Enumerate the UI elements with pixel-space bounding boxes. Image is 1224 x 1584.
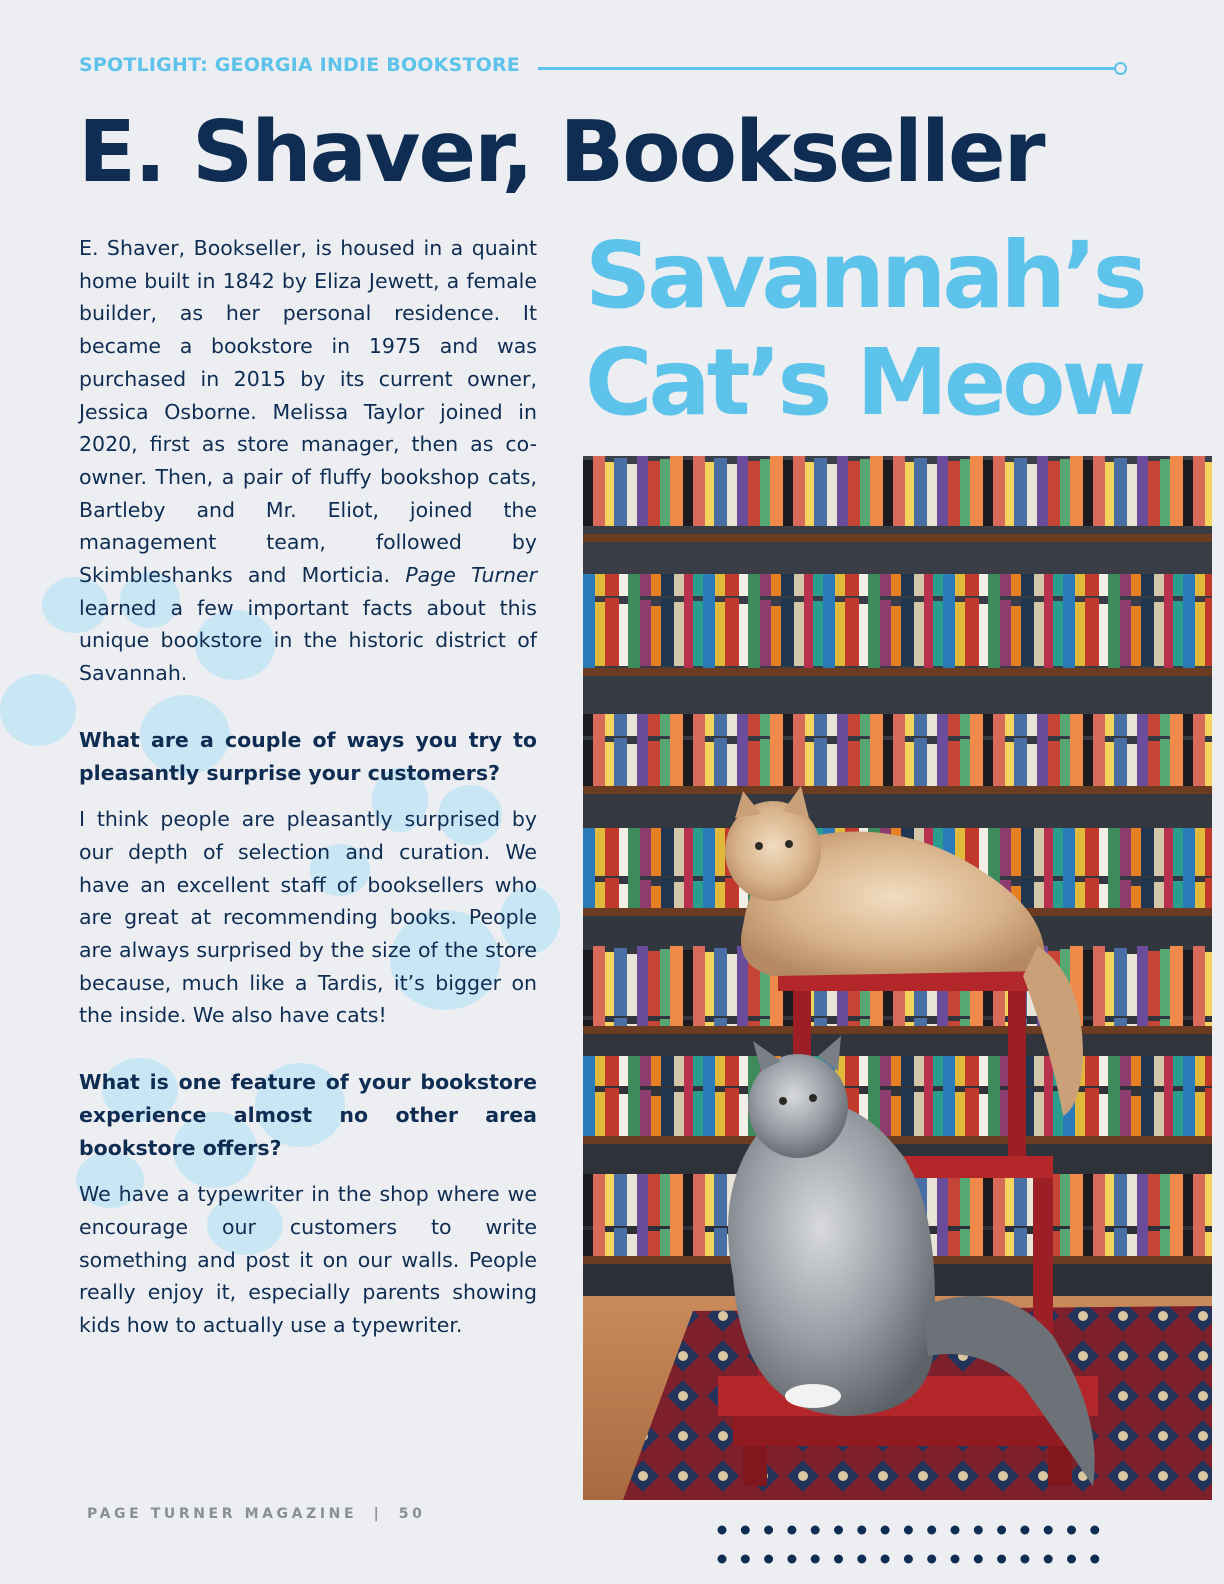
page-number: 50 <box>398 1506 426 1522</box>
decorative-dot <box>997 1526 1006 1535</box>
decorative-dot <box>974 1555 983 1564</box>
decorative-dot <box>811 1555 820 1564</box>
decorative-dot <box>1044 1526 1053 1535</box>
question-2: What is one feature of your bookstore experience almost no other area bookstore offers? <box>79 1070 537 1160</box>
decorative-dot <box>927 1555 936 1564</box>
decorative-dot <box>741 1526 750 1535</box>
decorative-dot <box>881 1555 890 1564</box>
decorative-dot <box>904 1526 913 1535</box>
decorative-dot <box>811 1526 820 1535</box>
decorative-dot <box>764 1555 773 1564</box>
footer-separator: | <box>373 1506 383 1522</box>
decorative-dot <box>718 1526 727 1535</box>
kicker-rule-end-dot <box>1114 62 1127 75</box>
decorative-dot <box>1090 1555 1099 1564</box>
decorative-dot <box>834 1526 843 1535</box>
answer-2: We have a typewriter in the shop where we encourage our customers to write something and post it on our walls. People really enjoy it, especially parents showing kids how to actually use a typewriter. <box>79 1182 537 1338</box>
decorative-dot <box>881 1526 890 1535</box>
bookstore-cats-photo <box>583 456 1212 1500</box>
section-kicker: SPOTLIGHT: GEORGIA INDIE BOOKSTORE <box>79 54 520 76</box>
decorative-dot <box>1067 1526 1076 1535</box>
decorative-dot <box>1020 1526 1029 1535</box>
dot-grid-decoration <box>716 1522 1116 1572</box>
decorative-dot <box>787 1555 796 1564</box>
decorative-dot <box>834 1555 843 1564</box>
decorative-dot <box>764 1526 773 1535</box>
decorative-dot <box>951 1526 960 1535</box>
decorative-dot <box>1020 1555 1029 1564</box>
decorative-dot <box>857 1555 866 1564</box>
decorative-dot <box>997 1555 1006 1564</box>
decorative-dot <box>927 1526 936 1535</box>
kicker-rule <box>538 67 1120 70</box>
decorative-dot <box>718 1555 727 1564</box>
decorative-dot <box>787 1526 796 1535</box>
page-footer <box>87 1506 425 1522</box>
article-title: E. Shaver, Bookseller <box>78 103 1044 202</box>
question-1: What are a couple of ways you try to pleasantly surprise your customers? <box>79 727 537 785</box>
intro-paragraph <box>79 232 537 690</box>
decorative-dot <box>1090 1526 1099 1535</box>
decorative-dot <box>857 1526 866 1535</box>
article-subtitle <box>585 222 1205 436</box>
subtitle-line-2: Cat’s Meow <box>585 329 1143 436</box>
subtitle-line-1: Savannah’s <box>585 222 1144 329</box>
publication-name: Page Turner <box>405 563 537 588</box>
answer-1: I think people are pleasantly surprised by our depth of selection and curation. We have an excellent staff of booksellers who are great at recommending books. People are always surprised by the size of the store because, much like a Tardis, it’s bigger on the inside. We also have cats! <box>79 807 537 1028</box>
decorative-dot <box>904 1555 913 1564</box>
decorative-dot <box>741 1555 750 1564</box>
article-body <box>79 232 537 1342</box>
decorative-dot <box>1044 1555 1053 1564</box>
intro-text-part-1: E. Shaver, Bookseller, is housed in a quaint home built in 1842 by Eliza Jewett, a female builder, as her personal residence. It became a bookstore in 1975 and was purchased in 2015 by its current owner, Jessica Osborne. Melissa Taylor joined in 2020, first as store manager, then as co-owner. Then, a pair of fluffy bookshop cats, Bartleby and Mr. Eliot, joined the management team, followed by Skimbleshanks and Morticia. <box>79 236 537 588</box>
intro-text-part-2: learned a few important facts about this unique bookstore in the historic district of Savannah. <box>79 595 537 686</box>
magazine-name: PAGE TURNER MAGAZINE <box>87 1506 358 1522</box>
decorative-dot <box>951 1555 960 1564</box>
decorative-dot <box>974 1526 983 1535</box>
decorative-dot <box>1067 1555 1076 1564</box>
